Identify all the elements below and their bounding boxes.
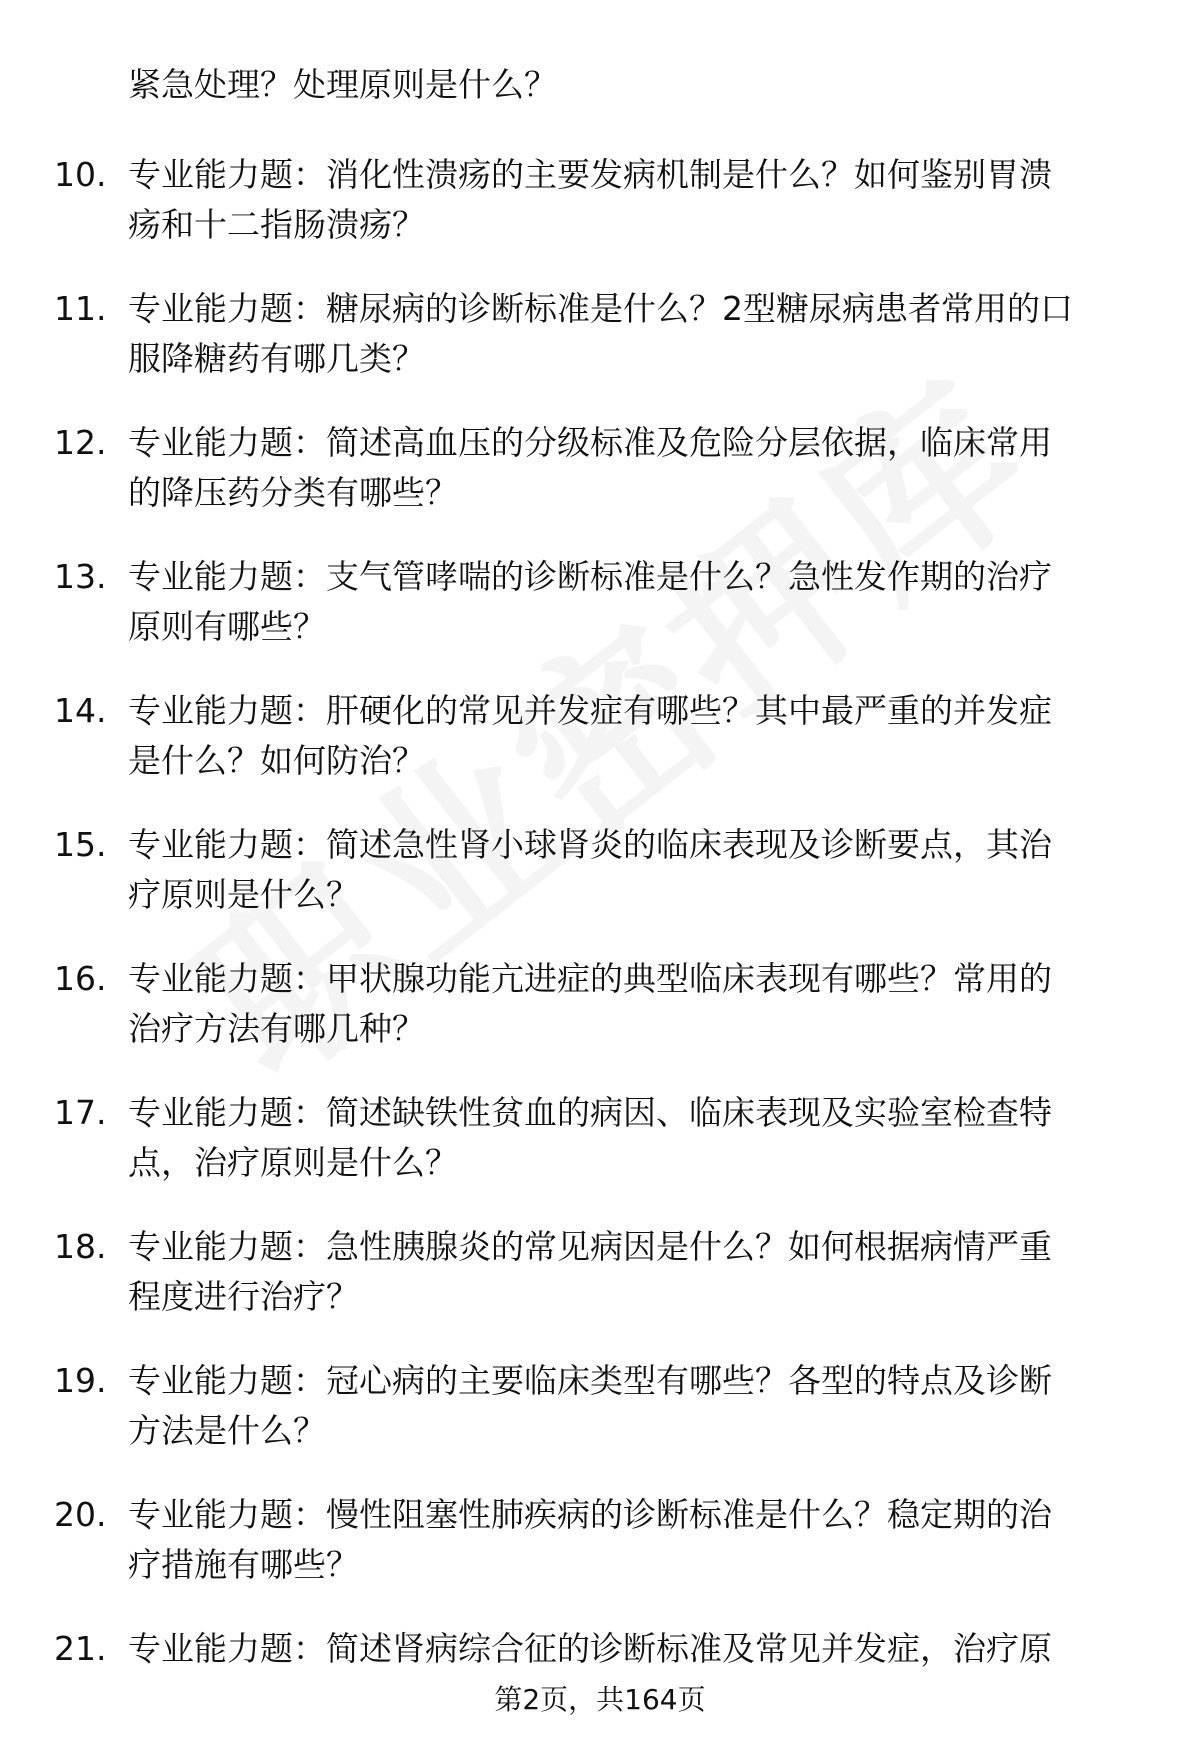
- question-item: [0, 686, 1200, 820]
- page-footer: 第2页，共164页: [494, 1683, 706, 1716]
- question-number: 21.: [54, 1629, 107, 1668]
- question-line: 的降压药分类有哪些？: [128, 473, 458, 512]
- question-line: 疗原则是什么？: [128, 875, 359, 914]
- question-number: 20.: [54, 1495, 107, 1534]
- question-text: [128, 418, 1148, 518]
- question-text: [128, 1490, 1148, 1590]
- question-text: [128, 954, 1148, 1054]
- question-number: 12.: [54, 423, 107, 462]
- question-line: 专业能力题：慢性阻塞性肺疾病的诊断标准是什么？稳定期的治: [128, 1495, 1052, 1534]
- question-line: 专业能力题：消化性溃疡的主要发病机制是什么？如何鉴别胃溃: [128, 155, 1052, 194]
- question-text: [128, 284, 1148, 384]
- question-text: [128, 1222, 1148, 1322]
- question-line: 原则有哪些？: [128, 607, 326, 646]
- question-item: [0, 820, 1200, 954]
- question-list: [0, 150, 1200, 1758]
- question-number: 14.: [54, 691, 107, 730]
- question-line: 治疗方法有哪几种？: [128, 1009, 425, 1048]
- question-line: 专业能力题：简述急性肾小球肾炎的临床表现及诊断要点，其治: [128, 825, 1052, 864]
- question-item: [0, 1222, 1200, 1356]
- question-line: 疗措施有哪些？: [128, 1545, 359, 1584]
- question-item: [0, 418, 1200, 552]
- question-number: 15.: [54, 825, 107, 864]
- question-number: 11.: [54, 289, 107, 328]
- question-line: 专业能力题：简述缺铁性贫血的病因、临床表现及实验室检查特: [128, 1093, 1052, 1132]
- question-line: 专业能力题：甲状腺功能亢进症的典型临床表现有哪些？常用的: [128, 959, 1052, 998]
- question-line: 方法是什么？: [128, 1411, 326, 1450]
- question-number: 13.: [54, 557, 107, 596]
- question-item: [0, 1356, 1200, 1490]
- question-line: 程度进行治疗？: [128, 1277, 359, 1316]
- question-line: 是什么？如何防治？: [128, 741, 425, 780]
- question-line: 专业能力题：急性胰腺炎的常见病因是什么？如何根据病情严重: [128, 1227, 1052, 1266]
- question-line: 专业能力题：糖尿病的诊断标准是什么？2型糖尿病患者常用的口: [128, 289, 1073, 328]
- question-line: 专业能力题：简述高血压的分级标准及危险分层依据，临床常用: [128, 423, 1052, 462]
- question-line: 疡和十二指肠溃疡？: [128, 205, 425, 244]
- question-item: [0, 150, 1200, 284]
- question-line: 点，治疗原则是什么？: [128, 1143, 458, 1182]
- question-text: [128, 150, 1148, 250]
- question-item: [0, 954, 1200, 1088]
- question-line: 服降糖药有哪几类？: [128, 339, 425, 378]
- continuation-text: 紧急处理？处理原则是什么？: [128, 65, 557, 104]
- question-item: [0, 1490, 1200, 1624]
- question-text: [128, 1624, 1148, 1674]
- question-line: 专业能力题：支气管哮喘的诊断标准是什么？急性发作期的治疗: [128, 557, 1052, 596]
- question-text: [128, 1088, 1148, 1188]
- question-number: 18.: [54, 1227, 107, 1266]
- question-item: [0, 1088, 1200, 1222]
- question-item: [0, 284, 1200, 418]
- question-text: [128, 1356, 1148, 1456]
- question-number: 17.: [54, 1093, 107, 1132]
- question-number: 10.: [54, 155, 107, 194]
- question-item: [0, 552, 1200, 686]
- question-line: 专业能力题：肝硬化的常见并发症有哪些？其中最严重的并发症: [128, 691, 1052, 730]
- question-text: [128, 552, 1148, 652]
- question-line: 专业能力题：简述肾病综合征的诊断标准及常见并发症，治疗原: [128, 1629, 1052, 1668]
- question-text: [128, 686, 1148, 786]
- question-text: [128, 820, 1148, 920]
- question-number: 16.: [54, 959, 107, 998]
- question-line: 专业能力题：冠心病的主要临床类型有哪些？各型的特点及诊断: [128, 1361, 1052, 1400]
- question-number: 19.: [54, 1361, 107, 1400]
